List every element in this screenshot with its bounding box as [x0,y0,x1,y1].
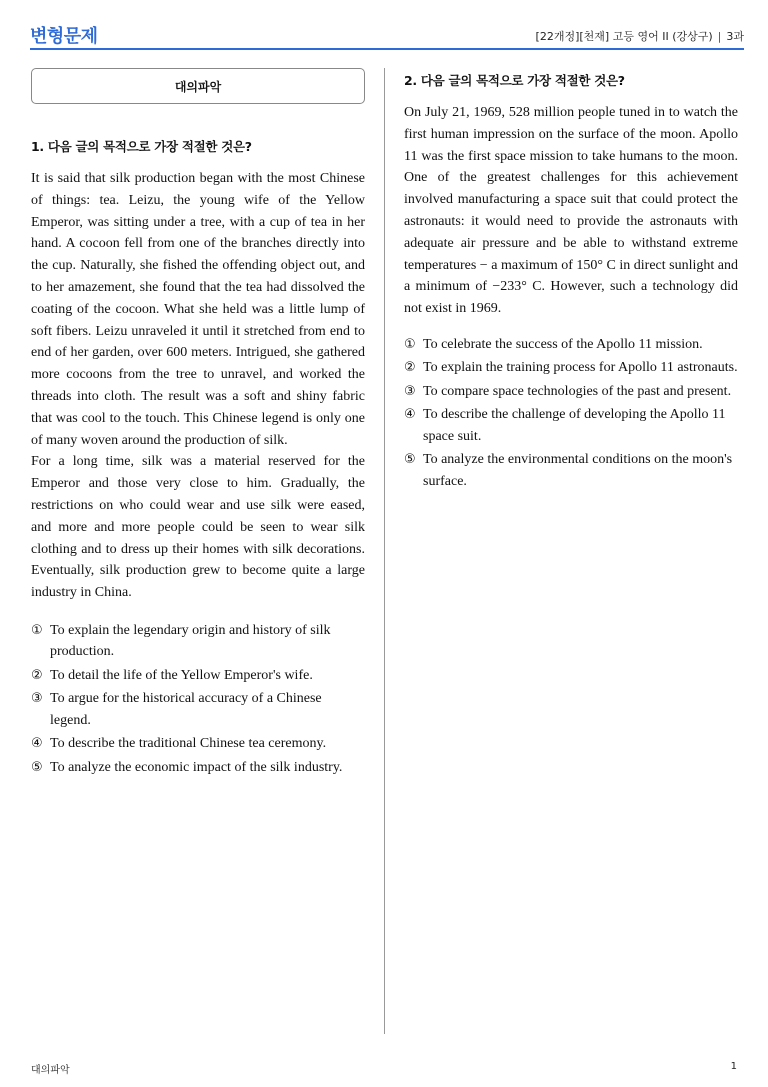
question-1-passage [31,168,365,604]
answer-choice[interactable] [404,334,738,356]
answer-choice[interactable] [404,357,738,379]
column-divider [384,68,385,1034]
choice-text: To explain the training process for Apollo 11 astronauts. [423,360,738,376]
choice-text: To detail the life of the Yellow Emperor's wife. [50,667,313,683]
choice-text: To compare space technologies of the past and present. [423,383,732,399]
right-column [404,68,738,494]
passage-paragraph: On July 21, 1969, 528 million people tuned in to watch the first human impression on the surface of the moon. Apollo 11 was the first space mission to take humans to the moon. One of the greatest challenges for this achievement involved manufacturing a space suit that could protect the astronauts: it would need to provide the astronauts with adequate air pressure and be able to withstand extreme temperatures − a maximum of 150° C in direct sunlight and a minimum of −233° C. However, such a technology did not exist in 1969. [404,105,738,317]
answer-choice[interactable] [404,449,738,492]
answer-choice[interactable] [31,688,365,731]
answer-choice[interactable] [31,757,365,779]
choice-number: ① [31,622,43,638]
header-meta [536,28,744,44]
choice-text: To describe the challenge of developing the Apollo 11 space suit. [423,407,726,444]
choice-number: ⑤ [31,759,43,775]
choice-number: ③ [404,383,416,399]
lesson-label: 3과 [726,30,744,43]
left-column [31,68,365,780]
choice-text: To analyze the economic impact of the silk industry. [50,759,343,775]
question-1-title: 1. 다음 글의 목적으로 가장 적절한 것은? [31,139,252,154]
choice-number: ③ [31,691,43,707]
choice-number: ④ [31,736,43,752]
answer-choice[interactable] [31,733,365,755]
choice-number: ② [31,667,43,683]
choice-number: ① [404,336,416,352]
choice-number: ⑤ [404,452,416,468]
answer-choice[interactable] [31,665,365,687]
passage-paragraph: For a long time, silk was a material reserved for the Emperor and those very close to him. Gradually, the restrictions on who could wear and use silk were eased, and more and more people could be seen to wear silk clothing and to dress up their homes with silk decorations. Eventually, silk production grew to become quite a large industry in China. [31,454,365,601]
choice-text: To analyze the environmental conditions on the moon's surface. [423,452,733,489]
header-separator: | [717,30,722,43]
topic-box: 대의파악 [31,68,365,104]
brand-title: 변형문제 [30,26,98,47]
answer-choice[interactable] [404,381,738,403]
question-2-passage [404,102,738,320]
choice-number: ④ [404,407,416,423]
passage-paragraph: It is said that silk production began with the most Chinese of things: tea. Leizu, the young wife of the Yellow Emperor, was sitting under a tree, with a cup of tea in her hand. A cocoon fell from one of the branches directly into the cup. Naturally, she fished the offending object out, and to her amazement, she found that the tea had dissolved the coating of the cocoon. What she held was a little lump of soft fibers. Leizu unraveled it until it stretched from end to end of her garden, over 600 meters. Intrigued, she gathered more cocoons from the tree to unravel, and worked the threads into cloth. The result was a soft and shiny fabric that was cool to the touch. This Chinese legend is only one of many woven around the production of silk. [31,171,365,448]
choice-text: To celebrate the success of the Apollo 11 mission. [423,336,703,352]
choice-text: To describe the traditional Chinese tea ceremony. [50,736,327,752]
page-number: 1 [730,1061,737,1072]
choice-text: To argue for the historical accuracy of a Chinese legend. [50,691,322,728]
page-header [30,22,744,50]
answer-choice[interactable] [404,404,738,447]
question-1-choices [31,620,365,779]
choice-number: ② [404,360,416,376]
choice-text: To explain the legendary origin and history of silk production. [50,622,331,660]
question-2-title: 2. 다음 글의 목적으로 가장 적절한 것은? [404,73,625,88]
textbook-title: [22개정][천재] 고등 영어 II (강상구) [535,30,713,43]
footer-section-label: 대의파악 [31,1065,70,1076]
question-2-choices [404,334,738,493]
answer-choice[interactable] [31,620,365,663]
